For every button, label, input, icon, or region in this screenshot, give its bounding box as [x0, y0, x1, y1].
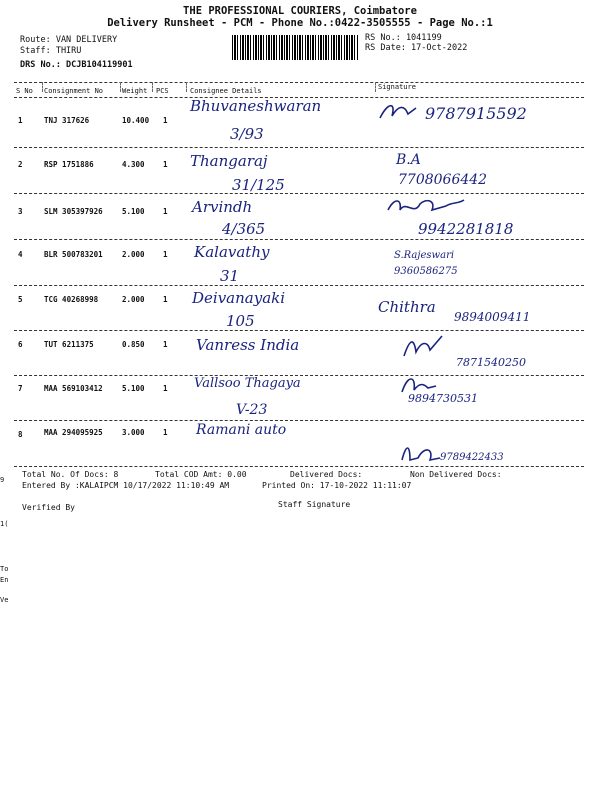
row-phone: 9894009411 [454, 310, 531, 324]
row-pcs: 1 [163, 160, 168, 169]
row-consignee-name: Vanress India [196, 336, 300, 354]
row-sno: 3 [18, 207, 23, 216]
row-signature [378, 100, 418, 126]
row-pcs: 1 [163, 250, 168, 259]
col-header-signature: Signature [378, 83, 416, 91]
col-divider [42, 82, 43, 92]
row-sno: 8 [18, 430, 23, 439]
col-divider [152, 82, 153, 92]
route-label: Route: VAN DELIVERY [20, 35, 118, 45]
delivered-docs: Delivered Docs: [290, 470, 363, 479]
row-consignment-no: MAA 569103412 [44, 384, 103, 393]
col-header-consignment: Consignment No [44, 87, 104, 95]
entered-by: Entered By :KALAIPCM 10/17/2022 11:10:49 AM [22, 481, 230, 490]
row-signature: S.Rajeswari [394, 250, 455, 261]
row-consignment-no: RSP 1751886 [44, 160, 94, 169]
row-weight: 10.400 [122, 116, 150, 125]
row-consignment-no: TUT 6211375 [44, 340, 94, 349]
row-consignee-name: Vallsoo Thagaya [194, 376, 301, 391]
row-consignment-no: SLM 305397926 [44, 207, 103, 216]
row-weight: 2.000 [122, 250, 145, 259]
staff-label: Staff: THIRU [20, 46, 82, 56]
row-signature: B.A [396, 152, 421, 168]
row-signature: Chithra [378, 298, 436, 316]
row-phone: 7871540250 [456, 356, 526, 369]
rs-number: RS No.: 1041199 [365, 33, 442, 43]
non-delivered-docs: Non Delivered Docs: [410, 470, 502, 479]
row-consignee-address: 31/125 [232, 176, 285, 194]
row-divider [14, 420, 584, 421]
total-cod: Total COD Amt: 0.00 [155, 470, 247, 479]
col-divider [375, 82, 376, 92]
row-divider [14, 147, 584, 148]
col-header-weight: Weight [122, 87, 148, 95]
row-consignee-name: Thangaraj [190, 152, 268, 170]
row-divider [14, 239, 584, 240]
signature-scribble [400, 440, 442, 464]
row-consignment-no: TCG 40268998 [44, 295, 99, 304]
row-weight: 5.100 [122, 207, 145, 216]
row-consignee-name: Deivanayaki [192, 289, 286, 307]
row-consignee-address: 31 [220, 267, 240, 285]
verified-by: Verified By [22, 503, 75, 512]
row-pcs: 1 [163, 295, 168, 304]
edge-mark: Ve [0, 596, 9, 604]
row-signature [400, 334, 444, 364]
row-pcs: 1 [163, 116, 168, 125]
signature-scribble [386, 196, 466, 220]
row-phone: 9787915592 [425, 104, 527, 123]
row-pcs: 1 [163, 428, 168, 437]
row-consignment-no: MAA 294095925 [44, 428, 103, 437]
col-header-pcs: PCS [156, 87, 169, 95]
company-name: THE PROFESSIONAL COURIERS, Coimbatore [183, 5, 417, 17]
row-phone: 9360586275 [394, 266, 458, 277]
edge-mark: 9 [0, 476, 5, 484]
row-sno: 2 [18, 160, 23, 169]
col-divider [120, 82, 121, 92]
row-weight: 3.000 [122, 428, 145, 437]
signature-scribble [400, 334, 444, 360]
row-sno: 7 [18, 384, 23, 393]
row-divider [14, 285, 584, 286]
col-header-consignee: Consignee Details [190, 87, 262, 95]
staff-signature: Staff Signature [278, 500, 351, 509]
table-bottom-rule [14, 466, 584, 467]
row-consignee-address: V-23 [236, 402, 268, 418]
rs-date: RS Date: 17-Oct-2022 [365, 43, 468, 53]
row-sno: 5 [18, 295, 23, 304]
runsheet-title: Delivery Runsheet - PCM - Phone No.:0422-3505555 - Page No.:1 [107, 17, 493, 29]
row-consignee-name: Ramani auto [196, 422, 287, 438]
row-consignee-name: Bhuvaneshwaran [190, 97, 322, 115]
row-signature [400, 440, 442, 468]
row-consignee-name: Kalavathy [194, 243, 270, 261]
barcode [232, 35, 358, 60]
total-docs: Total No. Of Docs: 8 [22, 470, 119, 479]
signature-scribble [378, 100, 418, 122]
drs-number: DRS No.: DCJB104119901 [20, 60, 133, 70]
row-consignee-address: 105 [226, 312, 255, 330]
table-top-rule [14, 82, 584, 83]
row-weight: 5.100 [122, 384, 145, 393]
row-weight: 2.000 [122, 295, 145, 304]
row-consignment-no: TNJ 317626 [44, 116, 90, 125]
row-consignee-address: 3/93 [230, 125, 264, 143]
col-divider [186, 82, 187, 92]
row-phone: 9942281818 [418, 220, 514, 238]
row-consignee-address: 4/365 [222, 220, 266, 238]
row-weight: 4.300 [122, 160, 145, 169]
row-sno: 1 [18, 116, 23, 125]
row-sno: 6 [18, 340, 23, 349]
row-consignee-name: Arvindh [192, 198, 253, 216]
row-divider [14, 193, 584, 194]
row-consignment-no: BLR 500783201 [44, 250, 103, 259]
row-sno: 4 [18, 250, 23, 259]
row-pcs: 1 [163, 340, 168, 349]
row-divider [14, 330, 584, 331]
edge-mark: To [0, 565, 9, 573]
edge-mark: En [0, 576, 9, 584]
row-weight: 0.850 [122, 340, 145, 349]
edge-mark: 1( [0, 520, 9, 528]
col-header-sno: S No [16, 87, 33, 95]
row-pcs: 1 [163, 384, 168, 393]
row-phone: 9894730531 [408, 392, 478, 405]
row-pcs: 1 [163, 207, 168, 216]
printed-on: Printed On: 17-10-2022 11:11:07 [262, 481, 412, 490]
row-phone: 9789422433 [440, 452, 504, 463]
row-phone: 7708066442 [398, 172, 488, 188]
